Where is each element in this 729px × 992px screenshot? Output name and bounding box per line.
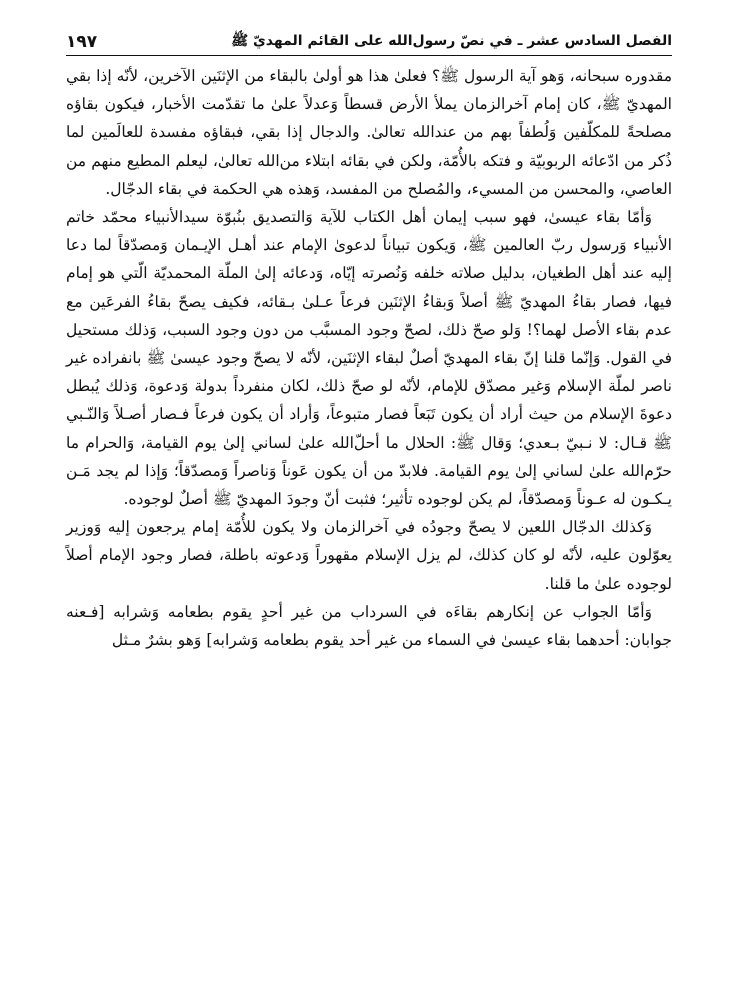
paragraph-isa: وَأمّا بقاء عيسىٰ، فهو سبب إيمان أهل الكتاب للآية وَالتصديق بنُبوّة سيدالأنبياء محمّد خاتم الأنبياء وَرسول ربّ العالمين ﷺ، وَيكون تبياناً لدعوىٰ الإمام عند أهـل الإيـمان وَمصدّقاً لما دعا إليه عند أهل الطغيان، بدليل صلاته خلفه وَنُصرته إيّاه، وَدعائه إلىٰ الملّة المحمديّة الّتي هو إمام فيها، فصار بقاءُ المهديّ ﷺ أصلاً وَبقاءُ الإثنَين فرعاً عـلىٰ بـقائه، فكيف يصحّ بقاءُ الفرعَين مع عدم بقاء الأصل لهما؟! وَلو صحّ ذلك، لصحّ وجود المسبَّب من دون وجود السبب، وَذلك مستحيل في القول. وَإنّما قلنا إنّ بقاء المهديّ أصلٌ لبقاء الإثنَين، لأنّه لا يصحّ وجود عيسىٰ ﷺ بانفراده غير ناصر لملّة الإسلام وَغير مصدّق للإمام، لأنّه لو صحّ ذلك، لكان منفرداً بدولة وَدعوة، وَذلك يُبطل دعوةَ الإسلام من حيث أراد أن يكون تَبَعاً فصار متبوعاً، وَأراد أن يكون فرعاً فـصار أصـلاً وَالنّـبي ﷺ قـال: لا نـبيّ بـعدي؛ وَقال ﷺ: الحلال ما أحلّ‌الله علىٰ لساني إلىٰ يوم القيامة، وَالحرام ما حرّم‌الله علىٰ لساني إلىٰ يوم القيامة. فلابدّ من أن يكون عَوناً وَناصراً وَمصدّقاً؛ وَإذا لم يجد مَـن يـكـون له عـوناً وَمصدّقاً، لم يكن لوجوده تأثير؛ فثبت أنّ وجودَ المهديّ ﷺ أصلٌ لوجوده. <box>66 208 672 509</box>
running-header <box>66 28 672 56</box>
paragraph-sardab-answer: وَأمّا الجواب عن إنكارهم بقاءَه في السرداب من غير أحدٍ يقوم بطعامه وَشرابه [فـعنه جوابان: أحدهما بقاء عيسىٰ في السماء من غير أحد يقوم بطعامه وَشرابه] وَهو بشرٌ مـثل <box>66 602 672 650</box>
paragraph-continuation: مقدوره سبحانه، وَهو آية الرسول ﷺ؟ فعلىٰ هذا هو أولىٰ بالبقاء من الإثنَين الآخرين، لأنّه إذا بقي المهديّ ﷺ، كان إمام آخرالزمان يملأ الأرض قسطاً وَعدلاً علىٰ ما تقدّمت الأخبار، فيكون بقاؤه مصلحةً للمكلّفين وَلُطفاً بهم من عندالله تعالىٰ. والدجال إذا بقي، فبقاؤه مفسدة للعالَمين لما ذُكر من ادّعائه الربوبيّة و فتكه بالأُمّة، ولكن في بقائه ابتلاء من‌الله تعالىٰ، ليعلم المطيع منهم من العاصي، والمحسن من المسيء، والمُصلح من المفسد، وَهذه هي الحكمة في بقاء الدجّال. <box>66 67 672 198</box>
paragraph-dajjal: وَكذلك الدجّال اللعين لا يصحّ وجودُه في آخرالزمان ولا يكون للأُمّة إمام يرجعون إليه وَوزير يعوّلون عليه، لأنّه لو كان كذلك، لم يزل الإسلام مقهوراً وَدعوته باطلة، فصار وجود الإمام أصلاً لوجوده علىٰ ما قلنا. <box>66 518 672 593</box>
page-number: ١٩٧ <box>66 32 98 52</box>
body-text <box>66 62 672 654</box>
chapter-title: الفصل السادس عشر ـ في نصّ رسول‌الله على القائم المهديّ ﷺ <box>231 33 672 49</box>
